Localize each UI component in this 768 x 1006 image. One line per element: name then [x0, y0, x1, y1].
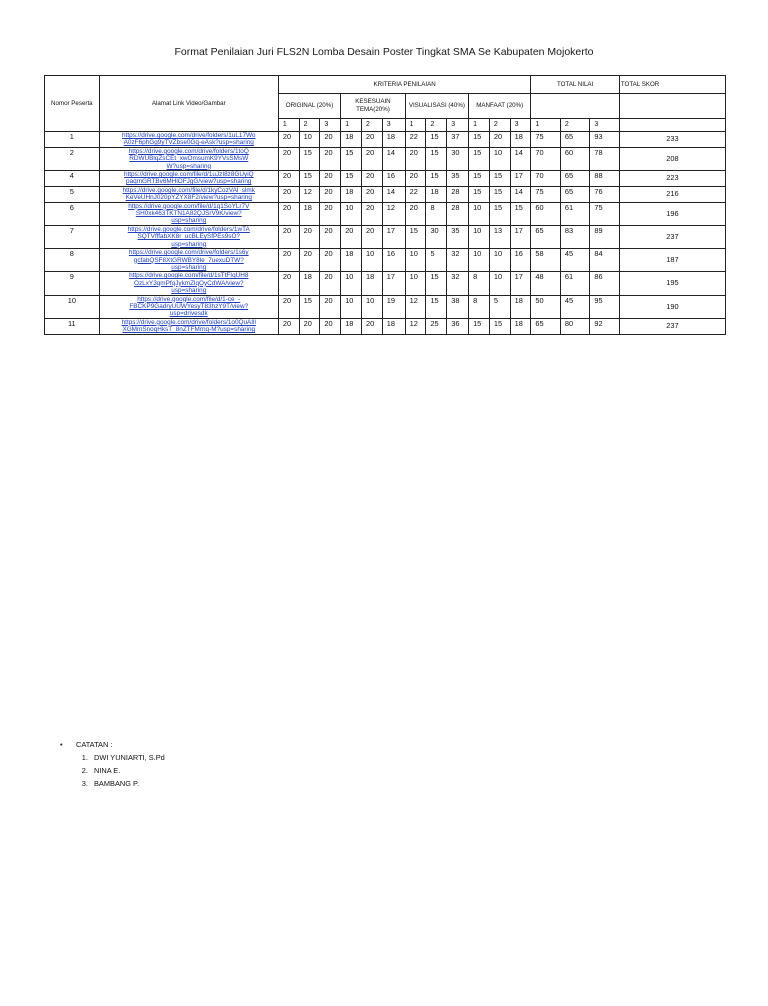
score-cell: 5: [489, 295, 510, 318]
score-cell: 20: [299, 249, 320, 272]
score-cell: 18: [510, 132, 531, 148]
score-cell: 32: [447, 249, 469, 272]
total-nilai-cell: 65: [560, 171, 590, 187]
score-cell: 10: [469, 225, 490, 248]
table-row: [45, 295, 726, 318]
table-row: [45, 186, 726, 202]
score-cell: 38: [447, 295, 469, 318]
drive-link-line[interactable]: W?usp=sharing: [166, 162, 212, 170]
total-skor-cell: 190: [619, 295, 725, 318]
drive-link-line[interactable]: https://drive.google.com/drive/folders/1uL17Wo: [122, 132, 256, 139]
drive-link[interactable]: [99, 171, 278, 187]
participant-number: 8: [45, 249, 100, 272]
header-criterion-original: ORIGINAL (20%): [278, 94, 340, 119]
header-total-nilai: TOTAL NILAI: [531, 76, 620, 94]
score-cell: 35: [447, 171, 469, 187]
drive-link-line[interactable]: usp=sharing: [171, 287, 207, 295]
total-nilai-cell: 60: [531, 202, 561, 225]
drive-link-line[interactable]: usp=sharing: [171, 240, 207, 248]
total-skor-cell: 208: [619, 147, 725, 170]
judges-list: [60, 751, 165, 790]
score-cell: 20: [320, 202, 341, 225]
score-cell: 20: [361, 225, 382, 248]
score-cell: 15: [426, 272, 447, 295]
header-sub-blank: [619, 119, 725, 132]
score-cell: 20: [320, 272, 341, 295]
score-cell: 10: [341, 295, 362, 318]
total-nilai-cell: 61: [560, 202, 590, 225]
score-cell: 20: [320, 318, 341, 334]
judge-item: 3. BAMBANG P.: [90, 777, 165, 790]
score-cell: 18: [382, 132, 405, 148]
total-nilai-cell: 89: [590, 225, 620, 248]
total-nilai-cell: 88: [590, 171, 620, 187]
score-cell: 20: [361, 147, 382, 170]
score-cell: 18: [299, 202, 320, 225]
header-kriteria-penilaian: KRITERIA PENILAIAN: [278, 76, 530, 94]
drive-link-line[interactable]: https://drive.google.com/file/d/1sTtFIqUH8: [129, 272, 249, 280]
header-sub-number: 3: [447, 119, 469, 132]
total-skor-cell: 195: [619, 272, 725, 295]
score-cell: 17: [510, 225, 531, 248]
score-cell: 17: [382, 272, 405, 295]
total-skor-cell: 237: [619, 225, 725, 248]
score-cell: 8: [469, 295, 490, 318]
header-criterion-manfaat: MANFAAT (20%): [469, 94, 531, 119]
score-cell: 15: [510, 202, 531, 225]
score-cell: 20: [320, 132, 341, 148]
scoring-table: [44, 75, 726, 335]
score-cell: 15: [426, 295, 447, 318]
score-cell: 10: [489, 249, 510, 272]
drive-link[interactable]: [99, 295, 278, 318]
score-cell: 18: [361, 272, 382, 295]
drive-link-line[interactable]: FBCKP9GadryUUWYesyT83hzY9T/view?: [129, 302, 249, 310]
total-nilai-cell: 65: [531, 225, 561, 248]
score-cell: 15: [426, 147, 447, 170]
score-cell: 20: [320, 147, 341, 170]
score-cell: 15: [426, 132, 447, 148]
drive-link-line[interactable]: SH0xk463TKTN1A82QJSrV9K/view?: [135, 210, 242, 218]
total-nilai-cell: 84: [590, 249, 620, 272]
header-sub-number: 3: [320, 119, 341, 132]
drive-link-line[interactable]: https://drive.google.com/drive/folders/1s6y: [128, 249, 249, 257]
table-row: [45, 225, 726, 248]
total-nilai-cell: 61: [560, 272, 590, 295]
drive-link[interactable]: [99, 147, 278, 170]
total-nilai-cell: 92: [590, 318, 620, 334]
table-row: [45, 249, 726, 272]
score-cell: 15: [469, 186, 490, 202]
score-cell: 20: [278, 171, 299, 187]
table-row: [45, 171, 726, 187]
score-cell: 10: [361, 295, 382, 318]
header-sub-number: 2: [361, 119, 382, 132]
score-cell: 15: [489, 171, 510, 187]
total-nilai-cell: 60: [560, 147, 590, 170]
table-row: [45, 202, 726, 225]
score-cell: 20: [405, 202, 426, 225]
score-cell: 32: [447, 272, 469, 295]
score-cell: 20: [278, 249, 299, 272]
score-cell: 18: [341, 318, 362, 334]
score-cell: 20: [361, 202, 382, 225]
header-nomor-peserta: Nomor Peserta: [45, 76, 100, 132]
page-title: Format Penilaian Juri FLS2N Lomba Desain Poster Tingkat SMA Se Kabupaten Mojokerto: [174, 46, 594, 58]
drive-link-line[interactable]: gcfabQSF8XtGRWBY8le_7uexuDTW?: [133, 256, 244, 264]
score-cell: 16: [510, 249, 531, 272]
header-criterion-visualisasi: VISUALISASI (40%): [405, 94, 468, 119]
header-sub-number: 2: [489, 119, 510, 132]
score-cell: 19: [382, 295, 405, 318]
score-cell: 15: [489, 186, 510, 202]
header-sub-number: 1: [341, 119, 362, 132]
score-cell: 14: [510, 186, 531, 202]
score-cell: 30: [426, 225, 447, 248]
score-cell: 15: [341, 171, 362, 187]
score-cell: 14: [382, 186, 405, 202]
score-cell: 10: [299, 132, 320, 148]
score-cell: 20: [361, 132, 382, 148]
score-cell: 20: [361, 186, 382, 202]
score-cell: 17: [510, 171, 531, 187]
total-nilai-cell: 75: [531, 186, 561, 202]
score-cell: 20: [341, 225, 362, 248]
header-sub-number: 1: [469, 119, 490, 132]
score-cell: 22: [405, 132, 426, 148]
score-cell: 20: [278, 318, 299, 334]
score-cell: 20: [320, 225, 341, 248]
total-nilai-cell: 58: [531, 249, 561, 272]
participant-number: 1: [45, 132, 100, 148]
total-nilai-cell: 70: [531, 171, 561, 187]
total-nilai-cell: 80: [560, 318, 590, 334]
score-cell: 10: [361, 249, 382, 272]
score-cell: 10: [489, 272, 510, 295]
participant-number: 11: [45, 318, 100, 334]
judge-item: 1. DWI YUNIARTI, S.Pd: [90, 751, 165, 764]
drive-link[interactable]: [99, 272, 278, 295]
score-cell: 18: [341, 249, 362, 272]
drive-link[interactable]: [99, 318, 278, 334]
score-cell: 20: [278, 147, 299, 170]
score-cell: 17: [510, 272, 531, 295]
drive-link-line[interactable]: KeVeUHnJ020pYZYX8F2/view?usp=sharing: [125, 194, 252, 202]
score-cell: 5: [426, 249, 447, 272]
drive-link[interactable]: [99, 225, 278, 248]
total-nilai-cell: 75: [531, 132, 561, 148]
participant-number: 10: [45, 295, 100, 318]
score-cell: 15: [426, 171, 447, 187]
total-nilai-cell: 83: [560, 225, 590, 248]
header-sub-number: 3: [590, 119, 620, 132]
score-cell: 20: [278, 202, 299, 225]
score-cell: 15: [405, 225, 426, 248]
score-cell: 10: [405, 249, 426, 272]
score-cell: 10: [341, 272, 362, 295]
drive-link-line[interactable]: https://drive.google.com/file/d/1uJzI8z8GUyiQ: [123, 171, 254, 179]
score-cell: 10: [405, 272, 426, 295]
drive-link-line[interactable]: SQTVfffabXK8r_ucBLEySfPEs9sO?: [137, 233, 240, 241]
score-cell: 13: [489, 225, 510, 248]
score-cell: 15: [469, 171, 490, 187]
score-cell: 20: [320, 295, 341, 318]
drive-link-line[interactable]: https://drive.google.com/drive/folders/1toQ: [128, 147, 249, 155]
total-nilai-cell: 70: [531, 147, 561, 170]
score-cell: 12: [405, 295, 426, 318]
total-skor-cell: 187: [619, 249, 725, 272]
score-cell: 20: [361, 318, 382, 334]
score-cell: 15: [469, 147, 490, 170]
table-row: [45, 272, 726, 295]
header-criterion-kesesuain-tema: KESESUAIN TEMA(20%): [341, 94, 405, 119]
score-cell: 20: [299, 225, 320, 248]
score-cell: 14: [510, 147, 531, 170]
participant-number: 5: [45, 186, 100, 202]
score-cell: 15: [299, 171, 320, 187]
participant-number: 7: [45, 225, 100, 248]
score-cell: 10: [341, 202, 362, 225]
total-nilai-cell: 65: [531, 318, 561, 334]
header-sub-number: 1: [405, 119, 426, 132]
score-cell: 15: [469, 318, 490, 334]
score-cell: 20: [489, 132, 510, 148]
score-cell: 15: [469, 132, 490, 148]
total-nilai-cell: 95: [590, 295, 620, 318]
drive-link-line[interactable]: https://drive.google.com/file/d/1-ce_-: [137, 295, 241, 303]
total-skor-cell: 237: [619, 318, 725, 334]
notes-section: [60, 738, 165, 790]
score-cell: 18: [510, 295, 531, 318]
drive-link[interactable]: [99, 186, 278, 202]
total-nilai-cell: 65: [560, 186, 590, 202]
total-nilai-cell: 93: [590, 132, 620, 148]
total-skor-cell: 223: [619, 171, 725, 187]
drive-link-line[interactable]: usp=drivesdk: [169, 310, 208, 318]
score-cell: 18: [510, 318, 531, 334]
drive-link[interactable]: [99, 132, 278, 148]
score-cell: 37: [447, 132, 469, 148]
total-nilai-cell: 86: [590, 272, 620, 295]
score-cell: 16: [382, 171, 405, 187]
score-cell: 20: [405, 147, 426, 170]
score-cell: 14: [382, 147, 405, 170]
score-cell: 18: [341, 132, 362, 148]
score-cell: 10: [469, 202, 490, 225]
score-cell: 20: [278, 132, 299, 148]
score-cell: 18: [299, 272, 320, 295]
score-cell: 20: [278, 225, 299, 248]
score-cell: 18: [341, 186, 362, 202]
header-sub-number: 1: [278, 119, 299, 132]
participant-number: 9: [45, 272, 100, 295]
score-cell: 8: [426, 202, 447, 225]
total-nilai-cell: 45: [560, 249, 590, 272]
drive-link[interactable]: [99, 202, 278, 225]
drive-link-line[interactable]: https://drive.google.com/drive/folders/1o0QuAIll: [121, 318, 256, 326]
score-cell: 20: [299, 318, 320, 334]
score-cell: 12: [299, 186, 320, 202]
score-cell: 20: [278, 186, 299, 202]
total-nilai-cell: 78: [590, 147, 620, 170]
score-cell: 18: [382, 318, 405, 334]
header-sub-number: 3: [382, 119, 405, 132]
total-nilai-cell: 76: [590, 186, 620, 202]
table-row: [45, 318, 726, 334]
header-sub-number: 2: [299, 119, 320, 132]
score-cell: 20: [320, 171, 341, 187]
score-cell: 12: [405, 318, 426, 334]
header-alamat-link: Alamat Link Video/Gambar: [99, 76, 278, 132]
table-row: [45, 147, 726, 170]
participant-number: 6: [45, 202, 100, 225]
total-nilai-cell: 50: [531, 295, 561, 318]
table-row: [45, 132, 726, 148]
score-cell: 20: [320, 249, 341, 272]
score-cell: 20: [405, 171, 426, 187]
total-skor-cell: 216: [619, 186, 725, 202]
score-cell: 22: [405, 186, 426, 202]
header-sub-number: 2: [560, 119, 590, 132]
notes-heading: CATATAN :: [76, 740, 113, 749]
score-cell: 16: [382, 249, 405, 272]
header-sub-number: 3: [510, 119, 531, 132]
total-skor-cell: 233: [619, 132, 725, 148]
score-cell: 20: [320, 186, 341, 202]
participant-number: 2: [45, 147, 100, 170]
score-cell: 35: [447, 225, 469, 248]
score-cell: 8: [469, 272, 490, 295]
score-cell: 28: [447, 186, 469, 202]
score-cell: 10: [489, 147, 510, 170]
score-cell: 15: [299, 147, 320, 170]
score-cell: 15: [489, 202, 510, 225]
score-cell: 17: [382, 225, 405, 248]
score-cell: 18: [426, 186, 447, 202]
drive-link-line[interactable]: OzLxY3qmPfqJykmZlqOyCdWA/view?: [134, 279, 244, 287]
drive-link-line[interactable]: https://drive.google.com/file/d/1q1SoYLr7V: [128, 202, 250, 210]
notes-bullet: •: [60, 740, 63, 749]
score-cell: 20: [278, 272, 299, 295]
total-nilai-cell: 48: [531, 272, 561, 295]
drive-link-line[interactable]: paqmGRTBv6MHlOFJgG/view?usp=sharing: [126, 178, 252, 186]
header-sub-number: 1: [531, 119, 561, 132]
drive-link-line[interactable]: XGMmSnoqHksT_8nZTFMrnq-M?usp=sharing: [122, 326, 256, 334]
header-total-skor-blank: [619, 94, 725, 119]
drive-link-line[interactable]: usp=sharing: [171, 217, 207, 225]
score-cell: 15: [489, 318, 510, 334]
score-cell: 28: [447, 202, 469, 225]
judge-item: 2. NINA E.: [90, 764, 165, 777]
drive-link[interactable]: [99, 249, 278, 272]
score-cell: 15: [341, 147, 362, 170]
drive-link-line[interactable]: A0zF6phGg9yTVZbse0Gq-eAsk?usp=sharing: [123, 139, 254, 147]
total-nilai-cell: 45: [560, 295, 590, 318]
total-skor-cell: 196: [619, 202, 725, 225]
drive-link-line[interactable]: https://drive.google.com/file/d/1kyCozVAl_slmk: [122, 186, 255, 194]
header-sub-number: 2: [426, 119, 447, 132]
score-cell: 25: [426, 318, 447, 334]
participant-number: 4: [45, 171, 100, 187]
score-cell: 36: [447, 318, 469, 334]
header-total-nilai-blank: [531, 94, 620, 119]
header-total-skor: TOTAL SKOR: [619, 76, 725, 94]
score-cell: 15: [299, 295, 320, 318]
score-cell: 20: [361, 171, 382, 187]
drive-link-line[interactable]: usp=sharing: [171, 263, 207, 271]
drive-link-line[interactable]: https://drive.google.com/drive/folders/1wTA: [127, 225, 250, 233]
drive-link-line[interactable]: RDWUBlqZsCEt_xwOmsumK9YVsSMsW: [129, 155, 249, 163]
total-nilai-cell: 75: [590, 202, 620, 225]
score-cell: 20: [278, 295, 299, 318]
total-nilai-cell: 65: [560, 132, 590, 148]
score-cell: 30: [447, 147, 469, 170]
score-cell: 12: [382, 202, 405, 225]
score-cell: 10: [469, 249, 490, 272]
